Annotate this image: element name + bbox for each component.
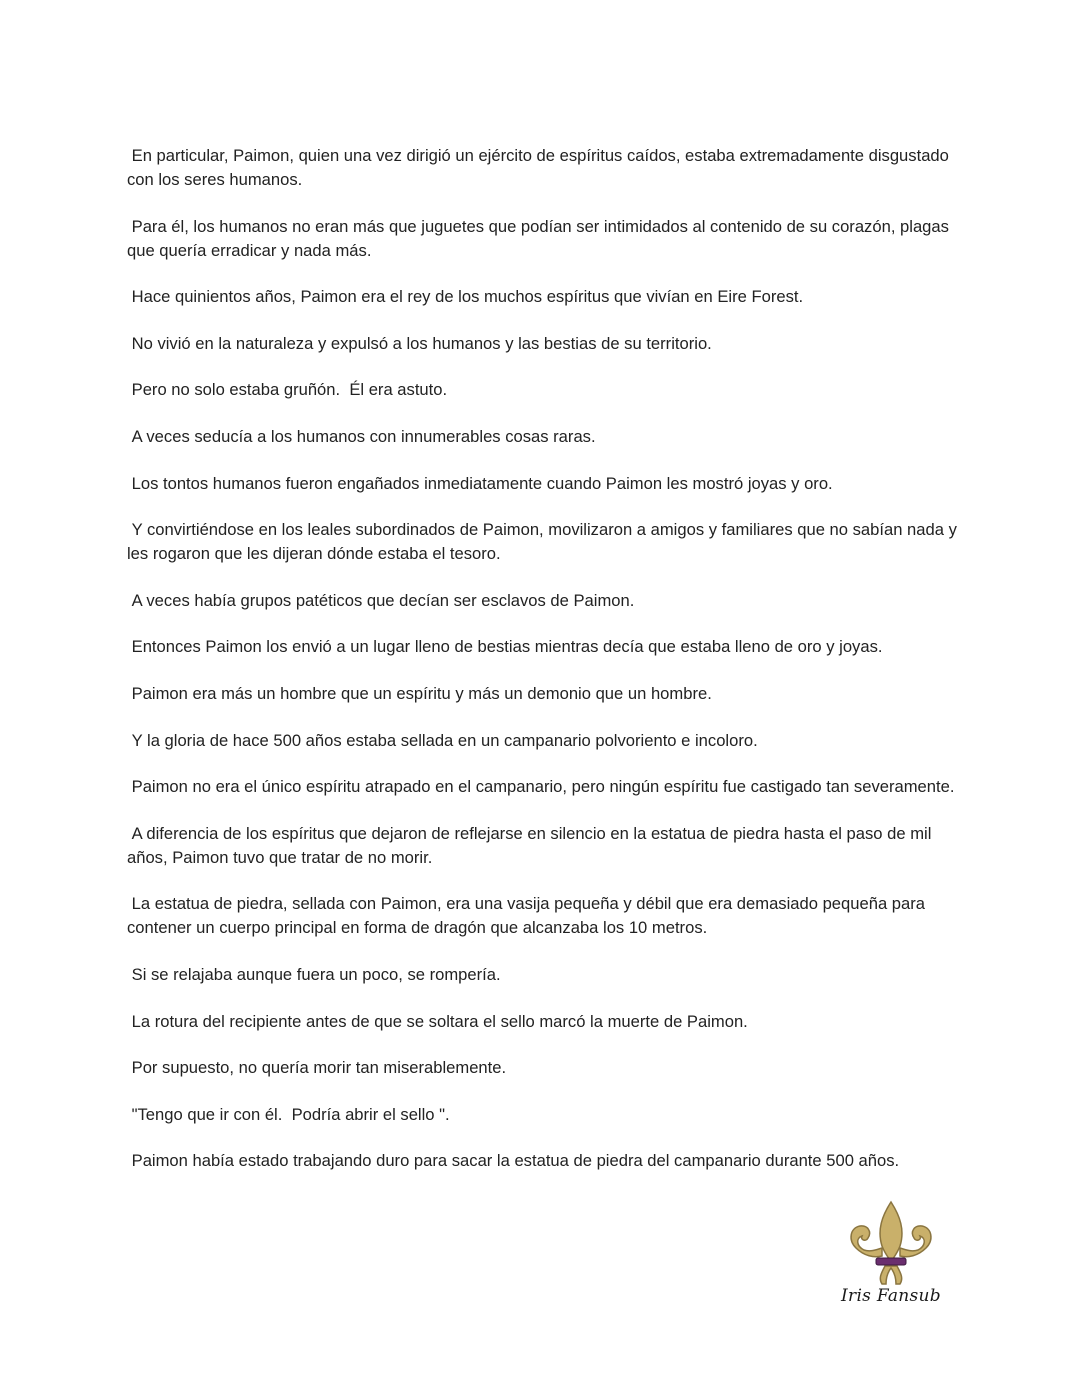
paragraph: No vivió en la naturaleza y expulsó a los humanos y las bestias de su territorio. bbox=[127, 333, 712, 353]
paragraph: Hace quinientos años, Paimon era el rey de los muchos espíritus que vivían en Eire Forest. bbox=[127, 287, 804, 307]
paragraph: En particular, Paimon, quien una vez dirigió un ejército de espíritus caídos, estaba extremadamente disgustado con los seres humanos. bbox=[127, 146, 954, 189]
paragraph: La rotura del recipiente antes de que se soltara el sello marcó la muerte de Paimon. bbox=[127, 1011, 748, 1031]
watermark-text: Iris Fansub bbox=[841, 1286, 941, 1306]
paragraph: A diferencia de los espíritus que dejaron de reflejarse en silencio en la estatua de piedra hasta el paso de mil años, Paimon tuvo que tratar de no morir. bbox=[127, 823, 937, 867]
watermark-logo bbox=[836, 1200, 946, 1315]
paragraph: Entonces Paimon los envió a un lugar lleno de bestias mientras decía que estaba lleno de oro y joyas. bbox=[127, 637, 883, 657]
paragraph: "Tengo que ir con él. Podría abrir el sello ". bbox=[127, 1104, 450, 1124]
paragraph: Por supuesto, no quería morir tan miserablemente. bbox=[127, 1058, 507, 1078]
paragraph: A veces seducía a los humanos con innumerables cosas raras. bbox=[127, 426, 596, 446]
paragraph: Paimon no era el único espíritu atrapado en el campanario, pero ningún espíritu fue castigado tan severamente. bbox=[127, 777, 955, 797]
paragraph: Paimon había estado trabajando duro para sacar la estatua de piedra del campanario durante 500 años. bbox=[127, 1151, 900, 1171]
paragraph: Los tontos humanos fueron engañados inmediatamente cuando Paimon les mostró joyas y oro. bbox=[127, 473, 833, 493]
paragraph: Pero no solo estaba gruñón. Él era astuto. bbox=[127, 380, 448, 400]
paragraph: Y la gloria de hace 500 años estaba sellada en un campanario polvoriento e incoloro. bbox=[127, 730, 758, 750]
paragraph: Para él, los humanos no eran más que juguetes que podían ser intimidados al contenido de su corazón, plagas que quería erradicar y nada más. bbox=[127, 216, 954, 260]
paragraph: Y convirtiéndose en los leales subordinados de Paimon, movilizaron a amigos y familiares que no sabían nada y les rogaron que les dijeran dónde estaba el tesoro. bbox=[127, 520, 962, 564]
paragraph: La estatua de piedra, sellada con Paimon, era una vasija pequeña y débil que era demasiado pequeña para contener un cuerpo principal en forma de dragón que alcanzaba los 10 metros. bbox=[127, 894, 930, 938]
paragraph: Si se relajaba aunque fuera un poco, se rompería. bbox=[127, 964, 501, 984]
paragraph: Paimon era más un hombre que un espíritu y más un demonio que un hombre. bbox=[127, 683, 712, 703]
document-body bbox=[127, 144, 962, 1196]
paragraph: A veces había grupos patéticos que decían ser esclavos de Paimon. bbox=[127, 590, 635, 610]
